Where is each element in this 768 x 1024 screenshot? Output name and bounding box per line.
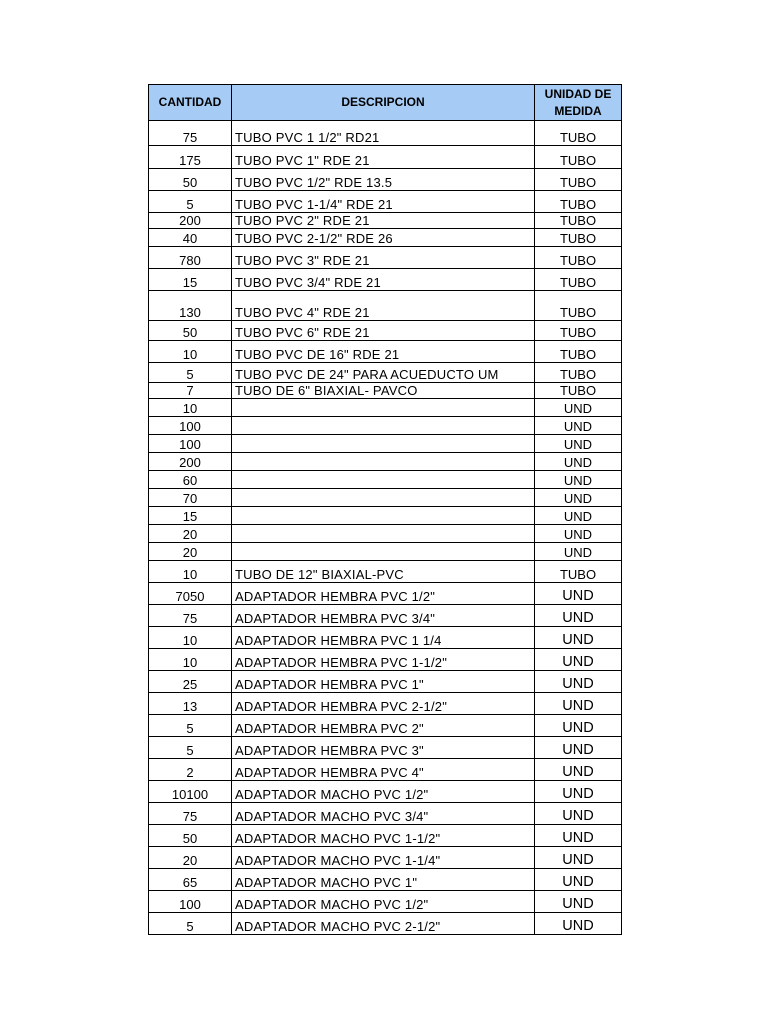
unidad-cell: TUBO xyxy=(535,341,622,363)
descripcion-cell: TUBO PVC 2" RDE 21 xyxy=(232,213,535,229)
descripcion-cell: TUBO PVC 3" RDE 21 xyxy=(232,247,535,269)
descripcion-cell: TUBO PVC 4" RDE 21 xyxy=(232,291,535,321)
unidad-cell: TUBO xyxy=(535,561,622,583)
cantidad-cell: 75 xyxy=(149,803,232,825)
cantidad-cell: 20 xyxy=(149,543,232,561)
table-row xyxy=(149,191,622,213)
table-row xyxy=(149,321,622,341)
cantidad-cell: 10 xyxy=(149,341,232,363)
cantidad-cell: 75 xyxy=(149,605,232,627)
cantidad-cell: 5 xyxy=(149,363,232,383)
table-row xyxy=(149,737,622,759)
descripcion-cell: TUBO PVC 1-1/4" RDE 21 xyxy=(232,191,535,213)
table-row xyxy=(149,715,622,737)
table-row xyxy=(149,507,622,525)
descripcion-cell: ADAPTADOR MACHO PVC 3/4" xyxy=(232,803,535,825)
table-row xyxy=(149,869,622,891)
unidad-cell: UND xyxy=(535,649,622,671)
descripcion-cell: TUBO PVC 6" RDE 21 xyxy=(232,321,535,341)
unidad-cell: UND xyxy=(535,781,622,803)
descripcion-cell: ADAPTADOR MACHO PVC 1/2" xyxy=(232,781,535,803)
descripcion-cell xyxy=(232,489,535,507)
unidad-cell: TUBO xyxy=(535,321,622,341)
unidad-cell: UND xyxy=(535,543,622,561)
unidad-cell: UND xyxy=(535,891,622,913)
descripcion-cell xyxy=(232,453,535,471)
table-row xyxy=(149,229,622,247)
unidad-cell: UND xyxy=(535,671,622,693)
table-row xyxy=(149,291,622,321)
table-row xyxy=(149,435,622,453)
table-row xyxy=(149,121,622,146)
materials-table xyxy=(148,84,622,935)
descripcion-cell: ADAPTADOR HEMBRA PVC 3/4" xyxy=(232,605,535,627)
cantidad-cell: 100 xyxy=(149,891,232,913)
unidad-cell: TUBO xyxy=(535,383,622,399)
table-row xyxy=(149,341,622,363)
table-row xyxy=(149,363,622,383)
unidad-cell: TUBO xyxy=(535,269,622,291)
table-row xyxy=(149,399,622,417)
header-row xyxy=(149,85,622,121)
descripcion-cell: ADAPTADOR MACHO PVC 1/2" xyxy=(232,891,535,913)
cantidad-cell: 7050 xyxy=(149,583,232,605)
unidad-cell: UND xyxy=(535,869,622,891)
header-unidad-line2: MEDIDA xyxy=(554,103,602,118)
descripcion-cell: TUBO PVC 1 1/2" RD21 xyxy=(232,121,535,146)
descripcion-cell: TUBO DE 6" BIAXIAL- PAVCO xyxy=(232,383,535,399)
descripcion-cell: ADAPTADOR HEMBRA PVC 1-1/2" xyxy=(232,649,535,671)
table-row xyxy=(149,561,622,583)
unidad-cell: TUBO xyxy=(535,363,622,383)
cantidad-cell: 65 xyxy=(149,869,232,891)
unidad-cell: TUBO xyxy=(535,121,622,146)
cantidad-cell: 5 xyxy=(149,191,232,213)
descripcion-cell: ADAPTADOR HEMBRA PVC 2" xyxy=(232,715,535,737)
descripcion-cell xyxy=(232,399,535,417)
table-row xyxy=(149,453,622,471)
descripcion-cell xyxy=(232,507,535,525)
descripcion-cell: ADAPTADOR HEMBRA PVC 3" xyxy=(232,737,535,759)
table-row xyxy=(149,543,622,561)
descripcion-cell: TUBO PVC DE 16" RDE 21 xyxy=(232,341,535,363)
cantidad-cell: 175 xyxy=(149,146,232,169)
cantidad-cell: 10 xyxy=(149,649,232,671)
cantidad-cell: 50 xyxy=(149,321,232,341)
descripcion-cell: TUBO PVC 1" RDE 21 xyxy=(232,146,535,169)
unidad-cell: TUBO xyxy=(535,146,622,169)
cantidad-cell: 75 xyxy=(149,121,232,146)
descripcion-cell: TUBO PVC 1/2" RDE 13.5 xyxy=(232,169,535,191)
cantidad-cell: 100 xyxy=(149,435,232,453)
unidad-cell: UND xyxy=(535,583,622,605)
unidad-cell: UND xyxy=(535,627,622,649)
unidad-cell: UND xyxy=(535,489,622,507)
table-row xyxy=(149,671,622,693)
cantidad-cell: 10 xyxy=(149,399,232,417)
table-row xyxy=(149,847,622,869)
table-row xyxy=(149,781,622,803)
table-row xyxy=(149,525,622,543)
descripcion-cell: ADAPTADOR MACHO PVC 2-1/2" xyxy=(232,913,535,935)
descripcion-cell: ADAPTADOR MACHO PVC 1-1/4" xyxy=(232,847,535,869)
cantidad-cell: 40 xyxy=(149,229,232,247)
cantidad-cell: 70 xyxy=(149,489,232,507)
cantidad-cell: 200 xyxy=(149,453,232,471)
descripcion-cell: ADAPTADOR HEMBRA PVC 4" xyxy=(232,759,535,781)
cantidad-cell: 130 xyxy=(149,291,232,321)
unidad-cell: TUBO xyxy=(535,229,622,247)
unidad-cell: UND xyxy=(535,507,622,525)
unidad-cell: UND xyxy=(535,825,622,847)
table-row xyxy=(149,247,622,269)
cantidad-cell: 20 xyxy=(149,847,232,869)
descripcion-cell: ADAPTADOR HEMBRA PVC 2-1/2" xyxy=(232,693,535,715)
table-row xyxy=(149,693,622,715)
header-cantidad: CANTIDAD xyxy=(149,85,232,121)
table-row xyxy=(149,913,622,935)
descripcion-cell: ADAPTADOR MACHO PVC 1" xyxy=(232,869,535,891)
descripcion-cell xyxy=(232,471,535,489)
spreadsheet-page xyxy=(148,84,621,935)
cantidad-cell: 200 xyxy=(149,213,232,229)
table-row xyxy=(149,891,622,913)
table-row xyxy=(149,169,622,191)
cantidad-cell: 10 xyxy=(149,627,232,649)
descripcion-cell xyxy=(232,543,535,561)
unidad-cell: TUBO xyxy=(535,213,622,229)
unidad-cell: UND xyxy=(535,435,622,453)
table-row xyxy=(149,825,622,847)
unidad-cell: UND xyxy=(535,525,622,543)
descripcion-cell: TUBO PVC DE 24" PARA ACUEDUCTO UM xyxy=(232,363,535,383)
cantidad-cell: 780 xyxy=(149,247,232,269)
table-row xyxy=(149,269,622,291)
table-row xyxy=(149,146,622,169)
cantidad-cell: 5 xyxy=(149,715,232,737)
descripcion-cell: TUBO PVC 2-1/2" RDE 26 xyxy=(232,229,535,247)
table-row xyxy=(149,417,622,435)
header-unidad-medida xyxy=(535,85,622,121)
unidad-cell: UND xyxy=(535,737,622,759)
cantidad-cell: 50 xyxy=(149,169,232,191)
unidad-cell: TUBO xyxy=(535,291,622,321)
header-unidad-line1: UNIDAD DE xyxy=(544,86,612,101)
table-row xyxy=(149,583,622,605)
unidad-cell: UND xyxy=(535,417,622,435)
table-body xyxy=(149,121,622,935)
descripcion-cell: ADAPTADOR MACHO PVC 1-1/2" xyxy=(232,825,535,847)
descripcion-cell: ADAPTADOR HEMBRA PVC 1/2" xyxy=(232,583,535,605)
descripcion-cell: TUBO PVC 3/4" RDE 21 xyxy=(232,269,535,291)
descripcion-cell: ADAPTADOR HEMBRA PVC 1" xyxy=(232,671,535,693)
cantidad-cell: 2 xyxy=(149,759,232,781)
unidad-cell: UND xyxy=(535,803,622,825)
table-row xyxy=(149,649,622,671)
table-row xyxy=(149,605,622,627)
cantidad-cell: 7 xyxy=(149,383,232,399)
unidad-cell: UND xyxy=(535,715,622,737)
table-row xyxy=(149,803,622,825)
table-row xyxy=(149,489,622,507)
unidad-cell: UND xyxy=(535,759,622,781)
cantidad-cell: 13 xyxy=(149,693,232,715)
unidad-cell: UND xyxy=(535,605,622,627)
unidad-cell: UND xyxy=(535,453,622,471)
unidad-cell: UND xyxy=(535,471,622,489)
unidad-cell: UND xyxy=(535,399,622,417)
unidad-cell: TUBO xyxy=(535,169,622,191)
cantidad-cell: 100 xyxy=(149,417,232,435)
table-row xyxy=(149,471,622,489)
descripcion-cell xyxy=(232,525,535,543)
cantidad-cell: 20 xyxy=(149,525,232,543)
table-row xyxy=(149,383,622,399)
cantidad-cell: 60 xyxy=(149,471,232,489)
descripcion-cell xyxy=(232,435,535,453)
cantidad-cell: 50 xyxy=(149,825,232,847)
table-row xyxy=(149,759,622,781)
descripcion-cell xyxy=(232,417,535,435)
table-row xyxy=(149,627,622,649)
table-row xyxy=(149,213,622,229)
cantidad-cell: 10100 xyxy=(149,781,232,803)
descripcion-cell: TUBO DE 12" BIAXIAL-PVC xyxy=(232,561,535,583)
cantidad-cell: 5 xyxy=(149,737,232,759)
cantidad-cell: 25 xyxy=(149,671,232,693)
cantidad-cell: 15 xyxy=(149,269,232,291)
unidad-cell: UND xyxy=(535,847,622,869)
descripcion-cell: ADAPTADOR HEMBRA PVC 1 1/4 xyxy=(232,627,535,649)
unidad-cell: UND xyxy=(535,913,622,935)
unidad-cell: TUBO xyxy=(535,247,622,269)
cantidad-cell: 10 xyxy=(149,561,232,583)
cantidad-cell: 5 xyxy=(149,913,232,935)
cantidad-cell: 15 xyxy=(149,507,232,525)
header-descripcion: DESCRIPCION xyxy=(232,85,535,121)
unidad-cell: UND xyxy=(535,693,622,715)
unidad-cell: TUBO xyxy=(535,191,622,213)
